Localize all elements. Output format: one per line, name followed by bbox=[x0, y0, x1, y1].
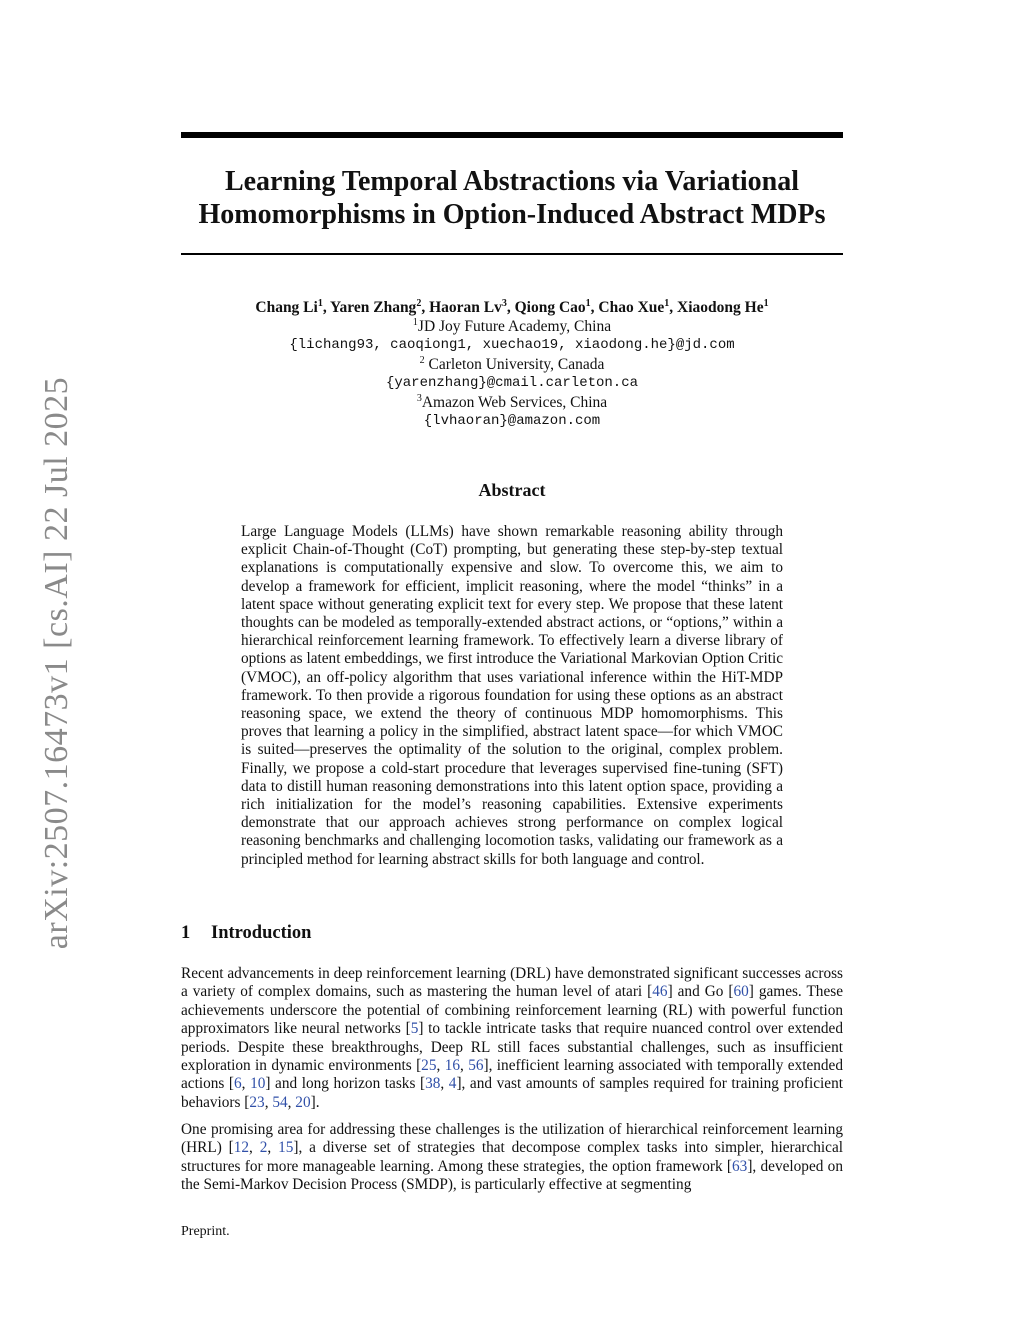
text-run: ] and long horizon tasks [ bbox=[265, 1075, 426, 1093]
citation-link[interactable]: 25 bbox=[421, 1057, 437, 1075]
author-list: Chang Li$^1$, Yaren Zhang$^2$, Haoran Lv$^3$, Qiong Cao$^1$, Chao Xue$^1$, Xiaodong He$^1$ bbox=[255, 297, 769, 316]
text-run: ]. bbox=[310, 1093, 320, 1111]
footer-note: Preprint. bbox=[181, 1224, 230, 1239]
author-name: Chang Li bbox=[255, 299, 318, 316]
affiliation-mark: 2 bbox=[419, 354, 425, 366]
author-name: Yaren Zhang bbox=[330, 299, 417, 316]
text-run: ] to tackle intricate tasks that require nuanced control over extended periods. Despite these breakthroughs, Deep RL still faces substantial challenges, such as insufficient exploration in dynamic environments [ bbox=[181, 1020, 843, 1075]
author-affiliation-mark: 1 bbox=[585, 297, 591, 309]
author-affiliation-mark: 1 bbox=[763, 297, 769, 309]
author-affiliation-mark: 1 bbox=[664, 297, 670, 309]
intro-paragraph-2: One promising area for addressing these challenges is the utilization of hierarchical reinforcement learning (HRL) [12, 2, 15], a diverse set of strategies that decompose complex tasks into simpler, hierarchical structures for more manageable learning. Among these strategies, the option framework [63], developed on the Semi-Markov Decision Process (SMDP), is particularly effective at segmenting bbox=[181, 1121, 844, 1194]
citation-link[interactable]: 20 bbox=[295, 1093, 311, 1111]
affiliation-email: {lvhaoran}@amazon.com bbox=[423, 413, 601, 429]
paper-title bbox=[181, 165, 843, 231]
title-line-1: Learning Temporal Abstractions via Variational bbox=[224, 166, 800, 197]
affiliation-name: JD Joy Future Academy, China bbox=[417, 318, 612, 335]
citation-link[interactable]: 4 bbox=[448, 1075, 457, 1093]
citation-link[interactable]: 16 bbox=[444, 1057, 460, 1075]
citation-link[interactable]: 38 bbox=[425, 1075, 441, 1093]
affiliation-mark: 3 bbox=[416, 392, 422, 404]
author-name: Haoran Lv bbox=[429, 299, 502, 316]
citation-link[interactable]: 10 bbox=[250, 1075, 266, 1093]
citation-link[interactable]: 6 bbox=[234, 1075, 242, 1093]
affiliation-mark: 1 bbox=[412, 316, 418, 328]
affiliation bbox=[181, 355, 843, 374]
text-run: Recent advancements in deep reinforcement learning (DRL) have demonstrated significant successes across a variety of complex domains, such as mastering the human level of atari [ bbox=[181, 965, 843, 1001]
title-line-2: Homomorphisms in Option-Induced Abstract MDPs bbox=[198, 199, 826, 230]
affiliation-email: {lichang93, caoqiong1, xuechao19, xiaodong.he}@jd.com bbox=[289, 337, 735, 353]
citation-link[interactable]: 15 bbox=[278, 1139, 294, 1157]
text-run: ] games. These achievements underscore the potential of combining reinforcement learning (RL) with powerful function approximators like neural networks [ bbox=[181, 983, 843, 1038]
author-affiliation-mark: 1 bbox=[317, 297, 323, 309]
title-top-rule bbox=[181, 132, 843, 138]
affiliation-email: {yarenzhang}@cmail.carleton.ca bbox=[385, 375, 639, 391]
affiliation-name: Carleton University, Canada bbox=[424, 356, 605, 373]
intro-paragraph-1: Recent advancements in deep reinforcement learning (DRL) have demonstrated significant successes across a variety of complex domains, such as mastering the human level of atari [46] and Go [60] games. These achievements underscore the potential of combining reinforcement learning (RL) with powerful function approximators like neural networks [5] to tackle intricate tasks that require nuanced control over extended periods. Despite these breakthroughs, Deep RL still faces substantial challenges, such as insufficient exploration in dynamic environments [25, 16, 56], inefficient learning associated with temporally extended actions [6, 10] and long horizon tasks [38, 4], and vast amounts of samples required for training proficient behaviors [23, 54, 20]. bbox=[181, 965, 844, 1111]
text-run: ], a diverse set of strategies that decompose complex tasks into simpler, hierarchical structures for more manageable learning. Among these strategies, the option framework [ bbox=[181, 1139, 844, 1175]
citation-link[interactable]: 23 bbox=[249, 1093, 265, 1111]
title-bottom-rule bbox=[181, 253, 843, 255]
citation-link[interactable]: 63 bbox=[732, 1157, 748, 1175]
affiliation bbox=[181, 317, 843, 336]
author-name: Qiong Cao bbox=[514, 299, 586, 316]
section-heading-introduction bbox=[181, 923, 311, 944]
text-run: ], developed on the Semi-Markov Decision Process (SMDP), is particularly effective at segmenting bbox=[181, 1157, 843, 1194]
text-run: One promising area for addressing these challenges is the utilization of hierarchical reinforcement learning (HRL) [ bbox=[181, 1121, 843, 1157]
citation-link[interactable]: 46 bbox=[652, 983, 668, 1001]
author-affiliation-mark: 3 bbox=[501, 297, 507, 309]
text-run: ] and Go [ bbox=[667, 983, 734, 1001]
author-name: Xiaodong He bbox=[677, 299, 764, 316]
author-affiliation-mark: 2 bbox=[416, 297, 422, 309]
citation-link[interactable]: 54 bbox=[272, 1093, 288, 1111]
affiliation-name: Amazon Web Services, China bbox=[421, 394, 608, 411]
author-name: Chao Xue bbox=[598, 299, 665, 316]
abstract-heading: Abstract bbox=[478, 480, 546, 500]
abstract-text: Large Language Models (LLMs) have shown remarkable reasoning ability through explicit Chain-of-Thought (CoT) prompting, but generating these step-by-step textual explanations is computationally expensive and slow. To overcome this, we aim to develop a framework for efficient, implicit reasoning, where the model “thinks” in a latent space without generating explicit text for every step. We propose that these latent thoughts can be modeled as temporally-extended abstract actions, or “options,” within a hierarchical reinforcement learning framework. To effectively learn a diverse library of options as latent embeddings, we first introduce the Variational Markovian Option Critic (VMOC), an off-policy algorithm that uses variational inference within the HiT-MDP framework. To then provide a rigorous foundation for using these options as an abstract reasoning space, we extend the theory of continuous MDP homomorphisms. This proves that learning a policy in the simplified, abstract latent space—for which VMOC is suited—preserves the optimality of the solution to the original, complex problem. Finally, we propose a cold-start procedure that leverages supervised fine-tuning (SFT) data to distill human reasoning demonstrations into this latent option space, providing a rich initialization for the model’s reasoning capabilities. Extensive experiments demonstrate that our approach achieves strong performance on complex logical reasoning benchmarks and challenging locomotion tasks, validating our framework as a principled method for learning abstract skills for both language and control. bbox=[241, 523, 783, 868]
author-block bbox=[181, 298, 843, 431]
citation-link[interactable]: 12 bbox=[233, 1139, 250, 1157]
affiliation bbox=[181, 393, 843, 412]
text-run: ], and vast amounts of samples required for training proficient behaviors [ bbox=[181, 1075, 844, 1111]
section-number: 1 bbox=[181, 923, 191, 943]
citation-link[interactable]: 5 bbox=[410, 1020, 419, 1038]
citation-link[interactable]: 2 bbox=[259, 1139, 268, 1157]
section-title: Introduction bbox=[211, 923, 312, 943]
text-run: ], inefficient learning associated with temporally extended actions [ bbox=[181, 1057, 843, 1093]
citation-link[interactable]: 60 bbox=[733, 983, 749, 1001]
citation-link[interactable]: 56 bbox=[468, 1057, 484, 1075]
arxiv-stamp: arXiv:2507.16473v1 [cs.AI] 22 Jul 2025 bbox=[38, 376, 75, 950]
